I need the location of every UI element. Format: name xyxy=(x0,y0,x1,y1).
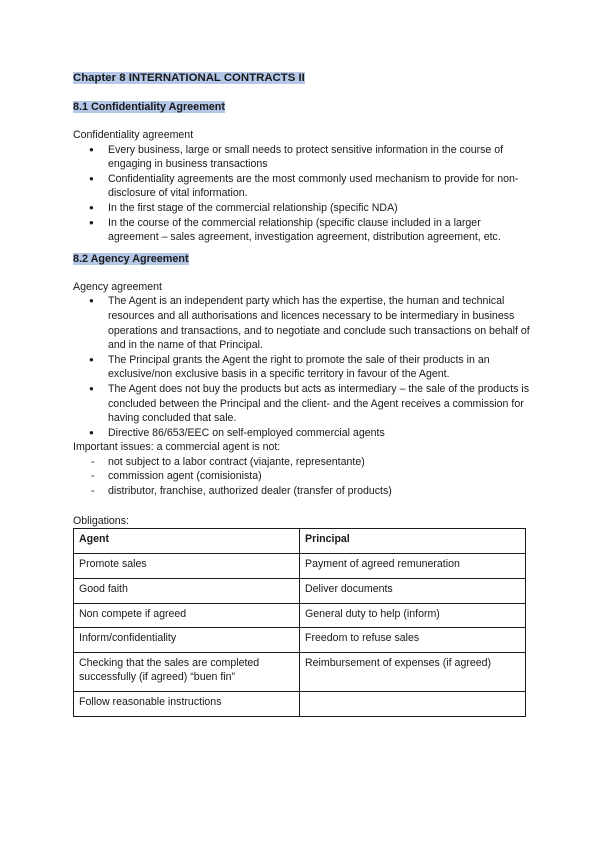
table-header-agent: Agent xyxy=(74,529,300,554)
table-cell-empty xyxy=(300,691,526,716)
section2-bullet-list xyxy=(73,294,531,440)
table-cell: Non compete if agreed xyxy=(74,603,300,628)
table-header-principal: Principal xyxy=(300,529,526,554)
obligations-table xyxy=(73,528,526,716)
document-page xyxy=(73,70,531,717)
table-cell: Checking that the sales are completed successfully (if agreed) “buen fin” xyxy=(74,653,300,692)
list-item: ● Directive 86/653/EEC on self-employed commercial agents xyxy=(73,426,531,441)
list-item: ● Every business, large or small needs to protect sensitive information in the course of engaging in business transactions xyxy=(73,143,531,172)
issues-intro: Important issues: a commercial agent is not: xyxy=(73,441,281,454)
table-row xyxy=(74,554,526,579)
table-header-row xyxy=(74,529,526,554)
issues-dash-list xyxy=(73,455,531,499)
chapter-title: Chapter 8 INTERNATIONAL CONTRACTS II xyxy=(73,72,305,84)
table-row xyxy=(74,691,526,716)
section2-intro: Agency agreement xyxy=(73,280,162,293)
list-item: ● Confidentiality agreements are the most commonly used mechanism to provide for non-disclosure of vital information. xyxy=(73,172,531,201)
section1-heading-wrap xyxy=(73,100,531,115)
list-item: - not subject to a labor contract (viajante, representante) xyxy=(73,455,531,470)
section1-bullet-list xyxy=(73,143,531,245)
chapter-title-wrap xyxy=(73,70,531,86)
list-item: - distributor, franchise, authorized dealer (transfer of products) xyxy=(73,484,531,499)
table-cell: Promote sales xyxy=(74,554,300,579)
list-item: ● The Principal grants the Agent the right to promote the sale of their products in an exclusive/non exclusive basis in a specific territory in favour of the Agent. xyxy=(73,353,531,382)
section1-intro: Confidentiality agreement xyxy=(73,129,194,141)
table-row xyxy=(74,603,526,628)
list-item: - commission agent (comisionista) xyxy=(73,469,531,484)
obligations-label: Obligations: xyxy=(73,514,129,527)
list-item: ● The Agent does not buy the products but acts as intermediary – the sale of the products is concluded between the Principal and the client- and the Agent receives a commission for having concluded that sale. xyxy=(73,382,531,426)
list-item: ● In the course of the commercial relationship (specific clause included in a larger agreement – sales agreement, investigation agreement, distribution agreement, etc. xyxy=(73,216,531,245)
table-cell: Reimbursement of expenses (if agreed) xyxy=(300,653,526,692)
table-cell: Payment of agreed remuneration xyxy=(300,554,526,579)
table-cell: Follow reasonable instructions xyxy=(74,691,300,716)
table-row xyxy=(74,578,526,603)
table-row xyxy=(74,628,526,653)
section2-heading: 8.2 Agency Agreement xyxy=(73,252,189,265)
table-cell: Deliver documents xyxy=(300,578,526,603)
list-item: ● The Agent is an independent party which has the expertise, the human and technical resources and all authorisations and licences necessary to be intermediary in business operations and transactions, and to negotiate and conclude such transactions on behalf of and in the name of that Principal. xyxy=(73,294,531,352)
table-cell: Good faith xyxy=(74,578,300,603)
list-item: ● In the first stage of the commercial relationship (specific NDA) xyxy=(73,201,531,216)
table-row xyxy=(74,653,526,692)
section2-heading-wrap xyxy=(73,252,531,267)
table-cell: Freedom to refuse sales xyxy=(300,628,526,653)
table-cell: Inform/confidentiality xyxy=(74,628,300,653)
table-cell: General duty to help (inform) xyxy=(300,603,526,628)
section1-heading: 8.1 Confidentiality Agreement xyxy=(73,101,225,113)
